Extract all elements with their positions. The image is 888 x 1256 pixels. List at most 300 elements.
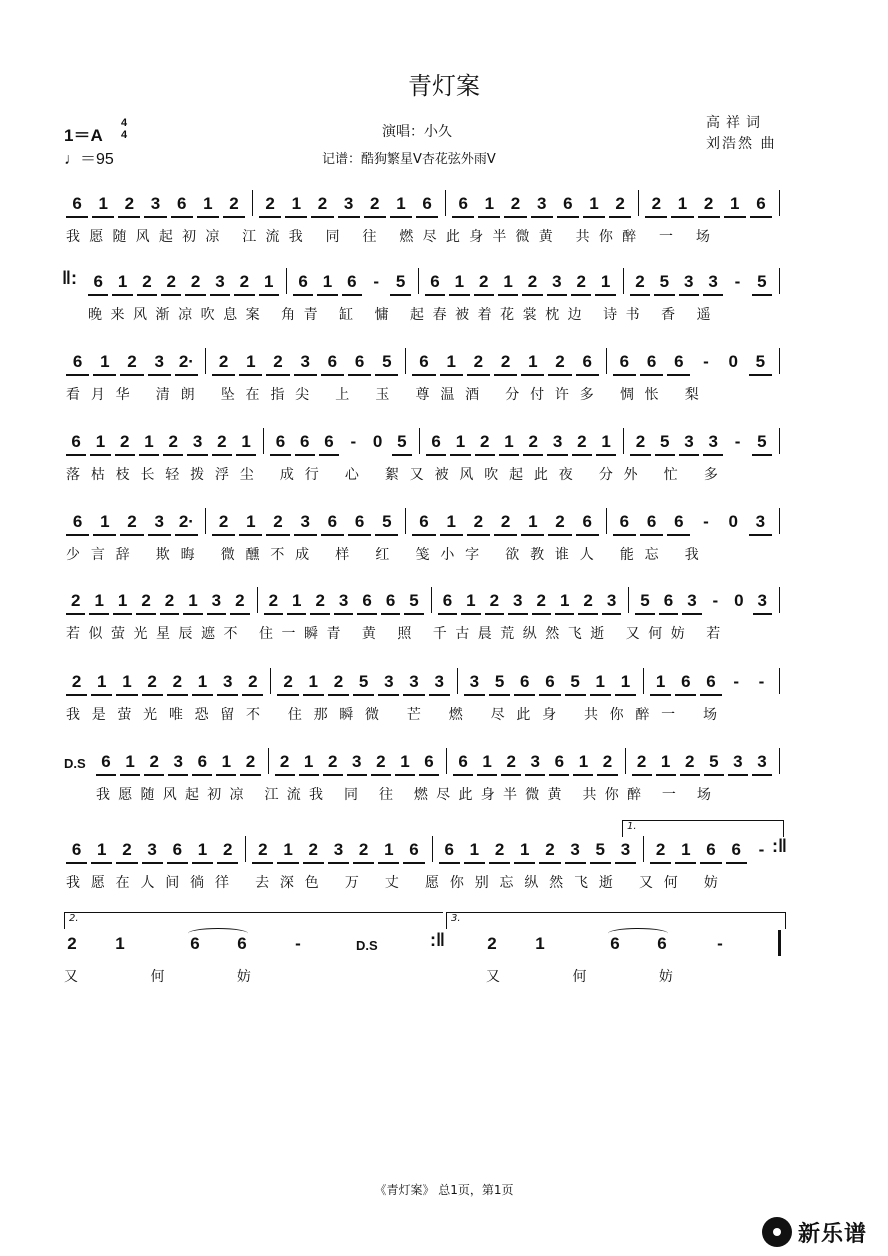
eighth-beam [207,613,226,615]
volta-bracket-1: 1. [622,820,784,837]
eighth-beam [371,774,391,776]
note: 5 [358,672,369,691]
note: 3 [755,512,766,531]
note: 1 [115,934,125,953]
barline [263,428,264,454]
note: 1 [595,672,606,691]
eighth-beam [66,374,89,376]
eighth-beam [259,216,281,218]
barline [205,348,206,374]
note: 1 [303,752,314,771]
eighth-beam [412,534,435,536]
note: 1 [600,272,611,291]
note: 2 [494,840,505,859]
note: 2 [528,432,539,451]
note: - [373,272,380,291]
note: 1 [469,840,480,859]
eighth-beam [93,374,116,376]
note: 6 [197,752,208,771]
note: 2 [239,272,250,291]
eighth-beam [703,454,723,456]
lyric-line: 若似萤光星辰遮不 住一瞬青 黄 照 千古晨荒纵然飞逝 又何妨 若 [66,626,729,642]
eighth-beam [635,613,654,615]
eighth-beam [752,774,772,776]
eighth-beam [392,454,412,456]
transcriber-credit: 记谱：酷狗繁星V杏花弦外雨V [322,152,496,167]
eighth-beam [667,374,690,376]
note: 3 [434,672,444,691]
eighth-beam [602,613,621,615]
note: 6 [545,672,555,691]
note: - [712,591,719,610]
note: 0 [734,591,744,610]
note: 5 [640,591,650,610]
note: 3 [536,194,547,213]
note: 3 [300,512,310,531]
note: 6 [385,591,396,610]
note: 1 [446,352,456,371]
eighth-beam [266,534,289,536]
note: 2 [510,194,521,213]
eighth-beam [113,613,132,615]
eighth-beam [90,454,110,456]
note: 6 [71,432,81,451]
note: 2 [283,672,293,691]
lyric-row [0,704,888,728]
note: 3 [530,752,541,771]
eighth-beam [467,534,490,536]
note: 6 [442,591,453,610]
lyric-row [0,966,888,990]
eighth-beam [348,534,371,536]
barline [252,190,253,216]
note: 1 [97,672,107,691]
note: 1 [400,752,410,771]
note: 6 [458,752,468,771]
note: 2 [370,194,380,213]
eighth-beam [680,774,700,776]
eighth-beam [449,294,469,296]
barline [432,836,433,862]
note: 2 [124,194,135,213]
note: 2 [218,512,229,531]
eighth-beam [615,862,636,864]
eighth-beam [595,294,615,296]
note: 6 [520,672,530,691]
barline [405,508,406,534]
eighth-beam [217,862,238,864]
note: 6 [619,352,630,371]
eighth-beam [726,862,747,864]
note: 2 [327,752,338,771]
note: 6 [347,272,357,291]
note: 6 [176,194,187,213]
note: 6 [72,512,83,531]
barline [779,748,780,774]
eighth-beam [89,613,108,615]
note: 6 [327,352,338,371]
eighth-beam [319,454,339,456]
note-line [0,930,888,964]
eighth-beam [160,613,179,615]
note: 6 [563,194,573,213]
eighth-beam [161,294,181,296]
eighth-beam [118,216,140,218]
note: 2 [315,591,325,610]
eighth-beam [91,694,112,696]
eighth-beam [565,862,586,864]
note: 6 [458,194,468,213]
eighth-beam [548,374,571,376]
time-signature-top: 4 [120,117,128,129]
eighth-beam [555,613,574,615]
eighth-beam [259,294,279,296]
note: 1 [95,432,106,451]
eighth-beam [659,613,678,615]
lyric-line: 落枯枝长轻拨浮尘 成行 心 絮又被风吹起此夜 分外 忙 多 [66,467,729,483]
note: 3 [173,752,183,771]
lyric-line: 晚来风渐凉吹息案 角青 缸 慵 起春被着花裳枕边 诗书 香 遥 [88,307,720,323]
repeat-end-sign: :‖ [430,930,445,950]
note: 2 [473,512,484,531]
eighth-beam [252,862,273,864]
note-line [0,508,888,542]
note: 2 [168,432,179,451]
eighth-beam [489,862,510,864]
barline [779,190,780,216]
note: 2 [635,432,646,451]
note: 5 [409,591,419,610]
note: - [295,934,301,953]
eighth-beam [112,294,132,296]
eighth-beam [700,862,721,864]
barline [205,508,206,534]
score-row [0,821,888,906]
eighth-beam [539,694,560,696]
barline [245,836,246,862]
score-row [0,268,888,338]
note: 2 [166,272,177,291]
note-line [0,836,888,870]
note: 1 [655,672,666,691]
score-row [0,508,888,578]
note: 6 [190,934,200,953]
barline [445,190,446,216]
note: 3 [409,672,419,691]
eighth-beam [242,694,263,696]
eighth-beam [609,216,631,218]
eighth-beam [93,534,116,536]
eighth-beam [404,613,423,615]
eighth-beam [381,613,400,615]
note: 2 [142,272,152,291]
eighth-beam [168,774,188,776]
eighth-beam [440,374,463,376]
eighth-beam [597,774,617,776]
note: 1 [396,194,406,213]
eighth-beam [403,862,424,864]
eighth-beam [323,774,343,776]
lyric-line: 我愿在人间徜徉 去深色 万 丈 愿你别忘纵然飞逝 又何 妨 [66,875,729,891]
note: 2 [500,352,511,371]
eighth-beam [321,374,344,376]
barline [268,748,269,774]
note: 3 [620,840,631,859]
eighth-beam [613,534,636,536]
note: - [734,432,741,451]
note: 5 [659,272,670,291]
barline [623,428,624,454]
note: 6 [354,352,365,371]
eighth-beam [66,613,85,615]
note-line [0,348,888,382]
note: 2 [555,352,565,371]
lyric-line: 我愿随风起初凉 江流我 同 往 燃尽此身半微黄 共你醉 一 场 [66,229,720,245]
eighth-beam [521,534,544,536]
note: 3 [211,591,222,610]
note: 2 [527,272,538,291]
note: 3 [384,672,394,691]
note: 2 [190,272,201,291]
vinyl-disc-icon [762,1217,792,1247]
note: 2 [218,352,229,371]
note: 5 [709,752,719,771]
barline [628,587,629,613]
eighth-beam [217,694,238,696]
eighth-beam [547,294,567,296]
volta-bracket-3: 3. [446,912,786,929]
note: 6 [299,432,310,451]
note: 2 [333,672,344,691]
eighth-beam [311,216,333,218]
eighth-beam [264,613,283,615]
note: 6 [706,672,716,691]
repeat-end-sign: :‖ [772,836,787,856]
note: 1 [291,194,302,213]
eighth-beam [703,294,723,296]
eighth-beam [572,454,592,456]
note: 2 [576,272,586,291]
eighth-beam [749,534,772,536]
note: 2 [122,840,132,859]
note: 6 [101,752,111,771]
eighth-beam [285,216,307,218]
lyric-line: 又 何 妨 [64,969,285,985]
note: 6 [419,352,429,371]
eighth-beam [294,534,317,536]
barline [779,348,780,374]
eighth-beam [557,216,579,218]
eighth-beam [212,454,232,456]
eighth-beam [342,294,362,296]
eighth-beam [239,374,262,376]
note: 1 [535,934,545,953]
note: 6 [674,512,684,531]
note: 3 [733,752,743,771]
score-row [0,913,888,1000]
eighth-beam [548,534,571,536]
note: 0 [372,432,383,451]
note: 1 [122,672,132,691]
note: - [734,272,741,291]
note-line [0,428,888,462]
eighth-beam [197,216,219,218]
note: 1 [601,432,611,451]
eighth-beam [679,454,699,456]
lyricist-credit: 高祥词 [706,115,766,131]
note: - [703,352,709,371]
note: 3 [150,194,161,213]
eighth-beam [508,613,527,615]
eighth-beam [310,613,329,615]
note: 6 [706,840,716,859]
eighth-beam [328,694,349,696]
eighth-beam [334,613,353,615]
note: 3 [300,352,310,371]
note: 5 [397,432,407,451]
note: 2 [651,194,662,213]
eighth-beam [474,294,494,296]
note: 1 [589,194,599,213]
eighth-beam [650,694,671,696]
eighth-beam [234,294,254,296]
note: 6 [409,840,419,859]
note: 3 [552,432,563,451]
note: 3 [154,512,164,531]
note: 0 [728,352,738,371]
eighth-beam [96,774,116,776]
eighth-beam [440,534,463,536]
eighth-beam [66,694,87,696]
note: 2 [273,512,283,531]
eighth-beam [378,694,399,696]
eighth-beam [353,694,374,696]
dal-segno-label-ending: D.S [356,938,378,953]
eighth-beam [504,216,526,218]
eighth-beam [115,454,135,456]
eighth-beam [671,216,693,218]
note: - [350,432,357,451]
score-row [0,428,888,498]
lyric-row [0,872,888,896]
eighth-beam [501,774,521,776]
note: 1 [454,272,465,291]
note: 5 [755,352,766,371]
eighth-beam [679,294,699,296]
note: 6 [324,432,334,451]
note: 6 [93,272,103,291]
barline [779,668,780,694]
note: 6 [582,352,592,371]
note: 1 [188,591,198,610]
eighth-beam [120,774,140,776]
eighth-beam [92,216,114,218]
eighth-beam [293,294,313,296]
note: 6 [756,194,766,213]
note: 1 [322,272,333,291]
eighth-beam [698,216,720,218]
eighth-beam [426,454,446,456]
eighth-beam [750,216,772,218]
barline [606,348,607,374]
score-title: 青灯案 [408,72,480,100]
note: 1 [504,432,514,451]
note: 2 [506,752,516,771]
note: 6 [430,272,440,291]
note: 3 [469,672,480,691]
note: 1 [384,840,394,859]
page-footer: 《青灯案》 总1页，第1页 [374,1183,514,1197]
note: 3 [513,591,523,610]
eighth-beam [640,374,663,376]
note: 2 [317,194,328,213]
note: 6 [674,352,684,371]
eighth-beam [137,294,157,296]
eighth-beam [66,216,88,218]
eighth-beam [613,374,636,376]
eighth-beam [571,294,591,296]
eighth-beam [142,694,163,696]
eighth-beam [464,862,485,864]
score-row [0,748,888,818]
note: 5 [382,512,392,531]
eighth-beam [565,694,586,696]
note-line [0,668,888,702]
eighth-beam [494,374,517,376]
eighth-beam [425,294,445,296]
time-signature [118,117,130,141]
barline [286,268,287,294]
eighth-beam [450,454,470,456]
note: 2 [119,432,130,451]
note: 6 [431,432,441,451]
eighth-beam [576,534,599,536]
note: 3 [192,432,203,451]
note: 1 [246,512,256,531]
eighth-beam [583,216,605,218]
note: 1 [466,591,476,610]
eighth-beam [654,294,674,296]
eighth-beam [295,454,315,456]
lyric-line: 我是萤光唯恐留不 住那瞬微 芒 燃 尽此身 共你醉一 场 [66,707,729,723]
eighth-beam [452,216,474,218]
note: 1 [98,194,108,213]
note: 1 [503,272,513,291]
note: 2 [248,672,258,691]
eighth-beam [303,694,324,696]
lyric-line: 又 何 妨 [486,969,707,985]
site-logo [762,1215,867,1249]
lyric-line: 少言辞 欺晦 微醺不成 样 红 笺小字 欲教谁人 能忘 我 [66,547,710,563]
note: 1 [455,432,466,451]
note: 2 [536,591,546,610]
note: 1 [528,512,538,531]
note: 2 [555,512,565,531]
note: 2 [376,752,386,771]
note: - [703,512,709,531]
barline [405,348,406,374]
eighth-beam [277,694,298,696]
eighth-beam [532,613,551,615]
note: 0 [728,512,738,531]
eighth-beam [590,862,611,864]
note: 3 [687,591,697,610]
barline [457,668,458,694]
eighth-beam [477,774,497,776]
lyric-row [0,384,888,408]
note: 3 [338,591,349,610]
note: 5 [494,672,505,691]
